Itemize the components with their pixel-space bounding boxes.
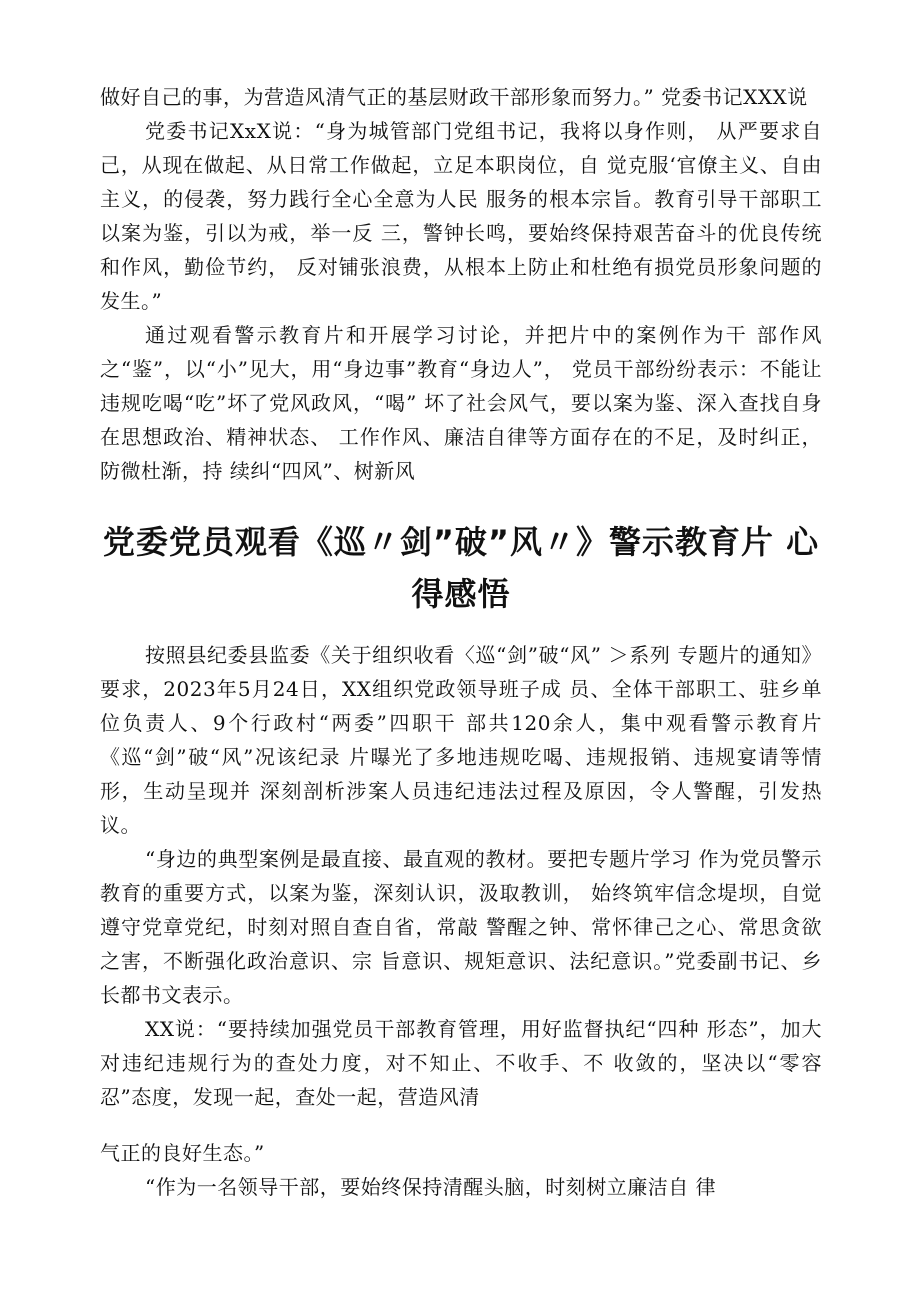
intro-section [100, 80, 822, 488]
intro-paragraph-2: 党委书记XxX说：“身为城管部门党组书记，我将以身作则， 从严要求自己，从现在做起、从日常工作做起，立足本职岗位，自 觉克服‘官僚主义、自由主义，的侵袭，努力践行全心全意为人民 服务的根本宗旨。教育引导干部职工以案为鉴，引以为戒，举一反 三，警钟长鸣，要始终保持艰苦奋斗的优良传统和作风，勤俭节约， 反对铺张浪费，从根本上防止和杜绝有损党员形象问题的发生。” [100, 119, 822, 313]
intro-paragraph-3: 通过观看警示教育片和开展学习讨论，并把片中的案例作为干 部作风之“鉴”，以“小”见大，用“身边事”教育“身边人”， 党员干部纷纷表示：不能让违规吃喝“吃”坏了党风政风，“喝” 坏了社会风气，要以案为鉴、深入查找自身在思想政治、精神状态、 工作作风、廉洁自律等方面存在的不足，及时纠正，防微杜渐，持 续纠“四风”、树新风 [100, 323, 822, 483]
body-paragraph-1: 按照县纪委县监委《关于组织收看〈巡“剑”破“风” ＞系列 专题片的通知》要求，2023年5月24日，XX组织党政领导班子成 员、全体干部职工、驻乡单位负责人、9个行政村“两委”四职干 部共120余人，集中观看警示教育片《巡“剑”破“风”况该纪录 片曝光了多地违规吃喝、违规报销、违规宴请等情形，生动呈现并 深刻剖析涉案人员违纪违法过程及原因，令人警醒，引发热议。 [100, 643, 822, 837]
document-page [100, 80, 822, 1204]
body-section [100, 638, 822, 1204]
body-paragraph-3: XX说：“要持续加强党员干部教育管理，用好监督执纪“四种 形态”，加大对违纪违规行为的查处力度，对不知止、不收手、不 收敛的，坚决以“零容忍”态度，发现一起，查处一起，营造风清 [100, 1017, 822, 1109]
intro-paragraph-1: 做好自己的事，为营造风清气正的基层财政干部形象而努力。” 党委书记XXX说 [100, 85, 808, 109]
body-paragraph-5: “作为一名领导干部，要始终保持清醒头脑，时刻树立廉洁自 律 [145, 1175, 717, 1199]
article-title: 党委党员观看《巡〃剑”破”风〃》警示教育片 心得感悟 [102, 523, 820, 613]
body-paragraph-4: 气正的良好生态。” [100, 1141, 265, 1165]
paragraph-break [100, 1114, 822, 1136]
body-paragraph-2: “身边的典型案例是最直接、最直观的教材。要把专题片学习 作为党员警示教育的重要方式，以案为鉴，深刻认识，汲取教训， 始终筑牢信念堤坝，自觉遵守党章党纪，时刻对照自查自省，常敲 警醒之钟、常怀律己之心、常思贪欲之害，不断强化政治意识、宗 旨意识、规矩意识、法纪意识。”党委副书记、乡长都书文表示。 [100, 847, 822, 1007]
